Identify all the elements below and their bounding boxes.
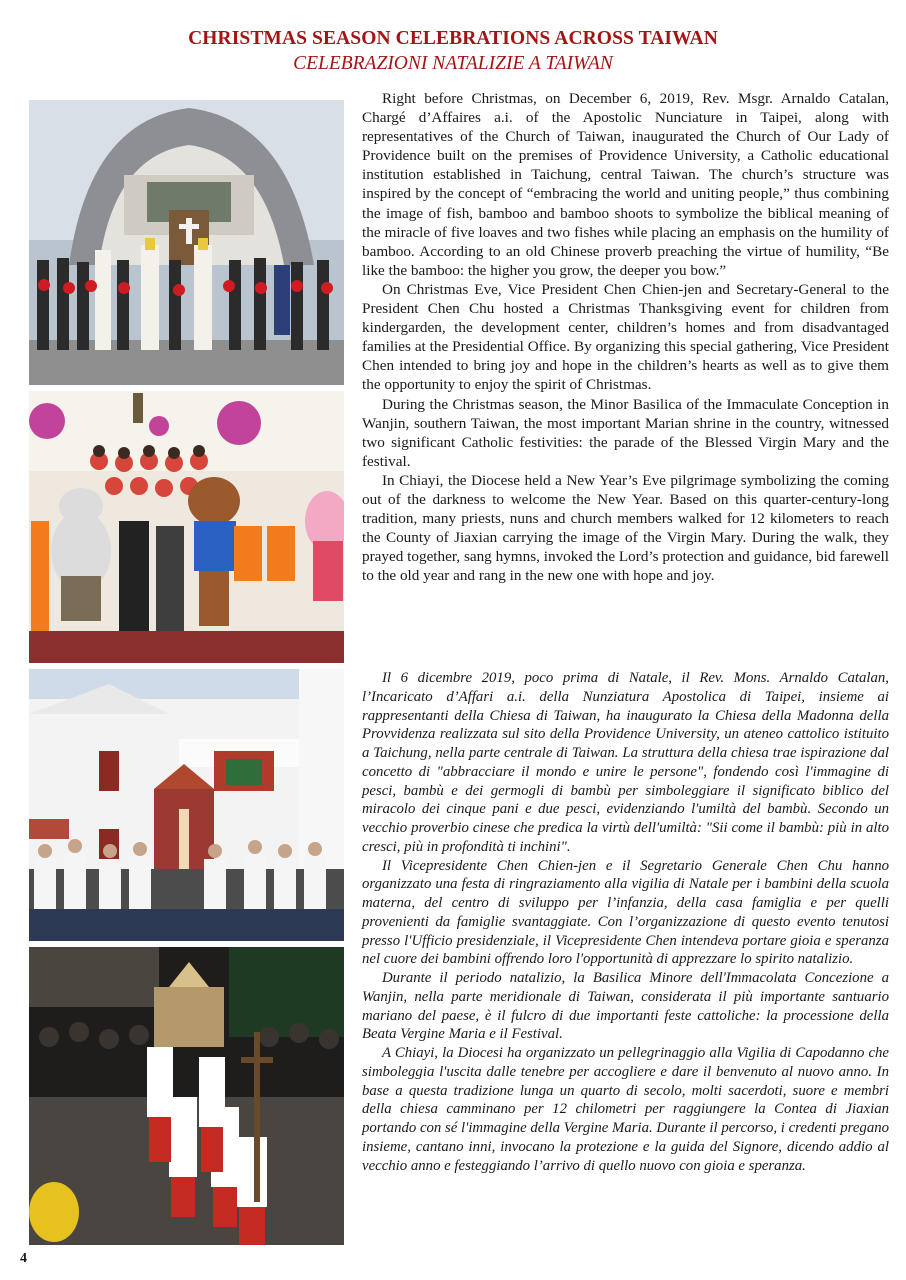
paragraph: Right before Christmas, on December 6, 2019, Rev. Msgr. Arnaldo Catalan, Chargé d’Affaires a.i. of the Apostolic Nunciature in Taipei, along with representatives of the Church of Taiwan, inaugurated the Church of Our Lady of Providence built on the premises of Providence University, a Catholic educational institution established in Taichung, central Taiwan. The church’s structure was inspired by the concept of “embracing the world and uniting people,” thus combining the image of fish, bamboo and bamboo shoots to symbolize the biblical meaning of the miracle of five loaves and two fishes while placing an emphasis on the humility of bamboo. According to an old Chinese proverb preaching the virtue of humility, “Be like the bamboo: the higher you grow, the deeper you bow.” xyxy=(362,90,889,279)
paragraph: Durante il periodo natalizio, la Basilica Minore dell'Immacolata Concezione a Wanjin, nella parte meridionale di Taiwan, considerata il più importante santuario mariano del paese, è il fulcro di due importanti feste cattoliche: la processione della Beata Vergine Maria e il Festival. xyxy=(362,970,889,1043)
paragraph: Il 6 dicembre 2019, poco prima di Natale, il Rev. Mons. Arnaldo Catalan, l’Incaricato d’Affari a.i. della Nunziatura Apostolica di Taipei, insieme ai rappresentanti della Chiesa di Taiwan, ha inaugurato la Chiesa della Madonna della Provvidenza realizzata sul sito della Providence University, un ateneo cattolico istituito a Taichung, nella parte centrale di Taiwan. La struttura della chiesa trae ispirazione dal concetto di "abbracciare il mondo e unire le persone", fondendo così l'immagine di pesci, bambù e dei germogli di bambù per simboleggiare il significato biblico del miracolo dei cinque pani e due pesci, evidenziando l'umiltà del bambù. Secondo un vecchio proverbio cinese che predica la virtù dell'umiltà: "Sii come il bambù: più in alto cresci, più in profondità ti inchini". xyxy=(362,670,889,855)
paragraph: Il Vicepresidente Chen Chien-jen e il Segretario Generale Chen Chu hanno organizzato una festa di ringraziamento alla vigilia di Natale per i bambini della scuola materna, del centro di sviluppo per l’infanzia, della casa famiglia e per quelli provenienti da famiglie svantaggiate. Con l’organizzazione di questo evento tenutosi presso l'Ufficio presidenziale, il Vicepresidente Chen intendeva portare gioia e speranza nel cuore dei bambini offrendo loro l'opportunità di apprezzare lo spirito natalizio. xyxy=(362,857,889,968)
paragraph: In Chiayi, the Diocese held a New Year’s Eve pilgrimage symbolizing the coming out of the darkness to welcome the New Year. Based on this quarter-century-long tradition, many priests, nuns and church members walked for 12 kilometers to reach the County of Jiaxian carrying the image of the Virgin Mary. During the walk, they prayed together, sang hymns, invoked the Lord’s protection and guidance, bid farewell to the old year and rang in the new one with hope and joy. xyxy=(362,471,889,585)
article-english xyxy=(362,89,889,585)
article-italian xyxy=(362,669,889,1175)
church-inauguration-photo xyxy=(29,100,344,385)
paragraph: A Chiayi, la Diocesi ha organizzato un pellegrinaggio alla Vigilia di Capodanno che simboleggia l'uscita dalle tenebre per accogliere e dare il benvenuto al nuovo anno. In base a questa tradizione lunga un quarto di secolo, molti sacerdoti, suore e membri della chiesa camminano per 12 chilometri per raggiungere la Contea di Jiaxian portando con sé l'immagine della Vergine Maria. Durante il percorso, i credenti pregano insieme, cantano inni, invocano la protezione e la guida del Signore, dicendo addio al vecchio anno e festeggiando l’arrivo di quello nuovo con gioia e speranza. xyxy=(362,1045,890,1174)
night-pilgrimage-photo xyxy=(29,947,344,1245)
basilica-procession-photo xyxy=(29,669,344,941)
page-number: 4 xyxy=(20,1251,27,1266)
paragraph: On Christmas Eve, Vice President Chen Chien-jen and Secretary-General to the President Chen Chu hosted a Christmas Thanksgiving event for children from kindergarden, the development center, children’s homes and from disadvantaged families at the Presidential Office. By organizing this special gathering, Vice President Chen intended to bring joy and hope in the children’s hearts as well as to give them the opportunity to enjoy the spirit of Christmas. xyxy=(362,280,889,394)
presidential-office-group-photo xyxy=(29,391,344,663)
page-subtitle: CELEBRAZIONI NATALIZIE A TAIWAN xyxy=(293,53,613,74)
page-title: CHRISTMAS SEASON CELEBRATIONS ACROSS TAIWAN xyxy=(188,28,718,49)
paragraph: During the Christmas season, the Minor Basilica of the Immaculate Conception in Wanjin, southern Taiwan, the most important Marian shrine in the country, witnessed two significant Catholic festivities: the parade of the Blessed Virgin Mary and the festival. xyxy=(362,395,889,470)
